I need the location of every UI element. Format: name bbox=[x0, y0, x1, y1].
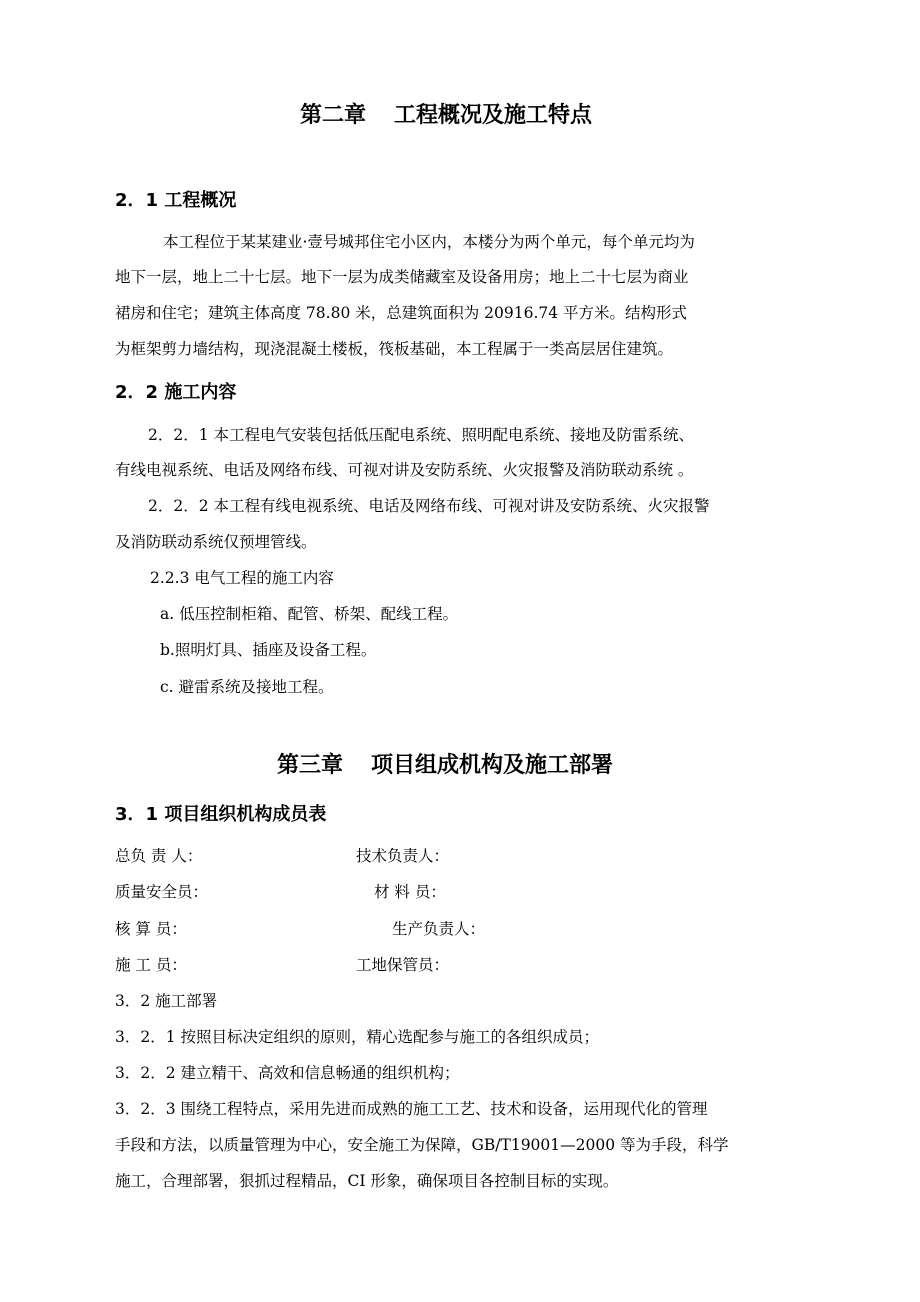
section-3-1-title: 3．1 项目组织机构成员表 bbox=[115, 804, 327, 825]
section-2-1-title: 2．1 工程概况 bbox=[115, 190, 237, 211]
list-item: b.照明灯具、插座及设备工程。 bbox=[160, 641, 377, 659]
chapter3-title-num: 第三章 bbox=[277, 753, 344, 778]
paragraph-line: 及消防联动系统仅预埋管线。 bbox=[115, 533, 317, 551]
paragraph-line: 施工，合理部署，狠抓过程精品，CI 形象，确保项目各控制目标的实现。 bbox=[115, 1172, 619, 1190]
role-label: 材 料 员： bbox=[374, 883, 446, 901]
paragraph-line: 2．2．2 本工程有线电视系统、电话及网络布线、可视对讲及安防系统、火灾报警 bbox=[148, 497, 710, 515]
chapter3-title bbox=[277, 748, 613, 779]
role-label: 核 算 员： bbox=[115, 920, 187, 938]
role-label: 技术负责人： bbox=[356, 847, 450, 865]
list-item: c. 避雷系统及接地工程。 bbox=[160, 678, 334, 696]
list-item: a. 低压控制柜箱、配管、桥架、配线工程。 bbox=[160, 605, 459, 623]
role-label: 总负 责 人： bbox=[115, 847, 203, 865]
paragraph-line: 有线电视系统、电话及网络布线、可视对讲及安防系统、火灾报警及消防联动系统 。 bbox=[115, 461, 694, 479]
paragraph-line: 裙房和住宅；建筑主体高度 78.80 米，总建筑面积为 20916.74 平方米。结构形式 bbox=[115, 304, 688, 322]
role-label: 质量安全员： bbox=[115, 883, 209, 901]
paragraph-line: 3．2．3 围绕工程特点，采用先进而成熟的施工工艺、技术和设备，运用现代化的管理 bbox=[115, 1100, 708, 1118]
chapter3-title-text: 项目组成机构及施工部署 bbox=[371, 753, 614, 778]
section-3-2-title: 3．2 施工部署 bbox=[115, 992, 218, 1010]
chapter2-title-text: 工程概况及施工特点 bbox=[394, 103, 593, 128]
role-label: 生产负责人： bbox=[392, 920, 486, 938]
section-2-2-title: 2．2 施工内容 bbox=[115, 382, 237, 403]
role-label: 施 工 员： bbox=[115, 956, 187, 974]
paragraph-line: 3．2．2 建立精干、高效和信息畅通的组织机构； bbox=[115, 1064, 460, 1082]
paragraph-line: 地下一层，地上二十七层。地下一层为成类储藏室及设备用房；地上二十七层为商业 bbox=[115, 268, 689, 286]
paragraph-line: 2.2.3 电气工程的施工内容 bbox=[150, 569, 334, 587]
paragraph-line: 本工程位于某某建业·壹号城邦住宅小区内，本楼分为两个单元，每个单元均为 bbox=[163, 233, 695, 251]
role-label: 工地保管员： bbox=[356, 956, 450, 974]
paragraph-line: 3．2．1 按照目标决定组织的原则，精心选配参与施工的各组织成员； bbox=[115, 1028, 600, 1046]
paragraph-line: 2．2．1 本工程电气安装包括低压配电系统、照明配电系统、接地及防雷系统、 bbox=[148, 426, 695, 444]
chapter2-title bbox=[300, 98, 592, 129]
paragraph-line: 手段和方法，以质量管理为中心，安全施工为保障，GB/T19001—2000 等为手段，科学 bbox=[115, 1136, 729, 1154]
paragraph-line: 为框架剪力墙结构，现浇混凝土楼板，筏板基础，本工程属于一类高层居住建筑。 bbox=[115, 340, 674, 358]
chapter2-title-num: 第二章 bbox=[300, 103, 367, 128]
